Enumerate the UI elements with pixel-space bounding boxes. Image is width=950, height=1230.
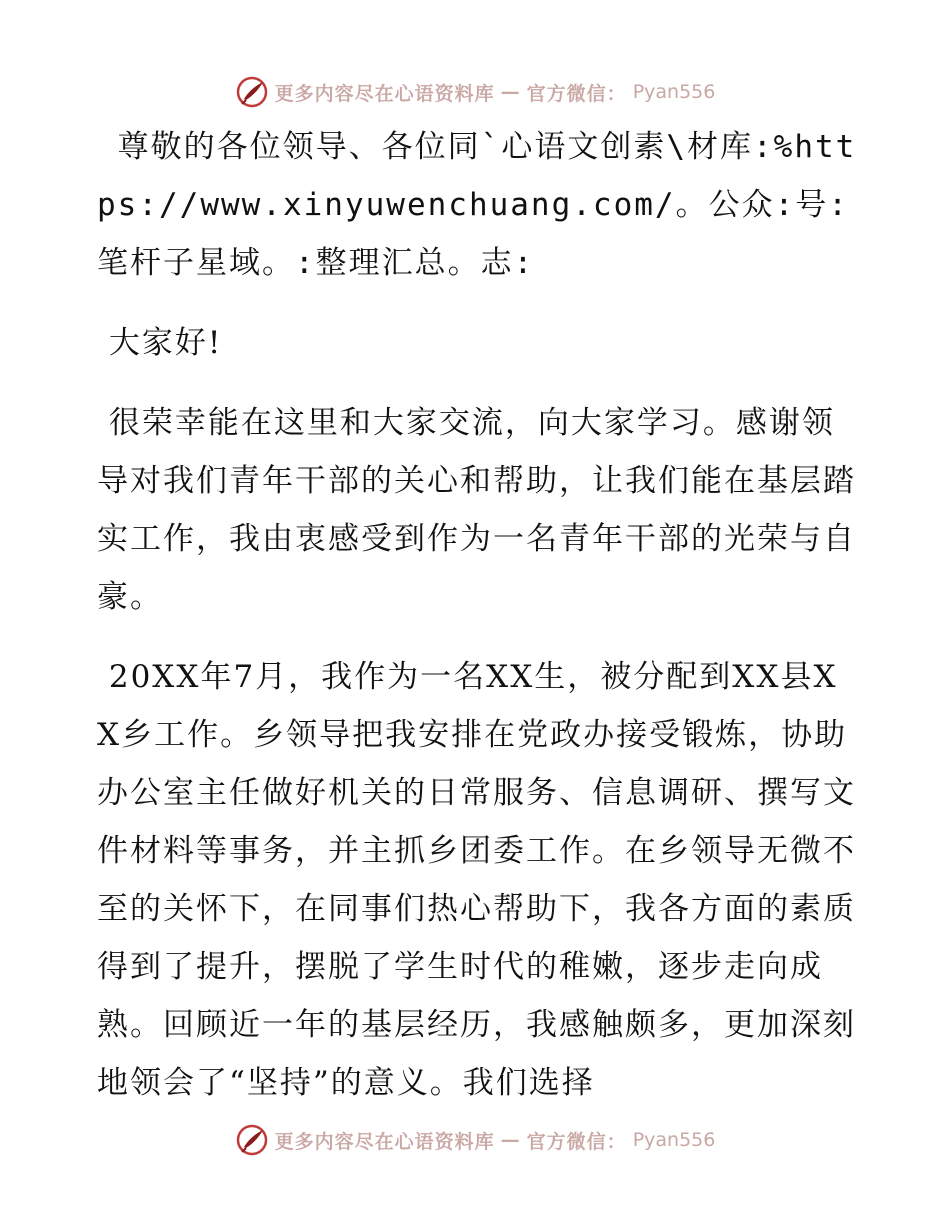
paragraph-experience: 20XX年7月，我作为一名XX生，被分配到XX县XX乡工作。乡领导把我安排在党政办接受锻炼，协助办公室主任做好机关的日常服务、信息调研、撰写文件材料等事务，并主抓乡团委工作。在乡领导无微不至的关怀下，在同事们热心帮助下，我各方面的素质得到了提升，摆脱了学生时代的稚嫩，逐步走向成熟。回顾近一年的基层经历，我感触颇多，更加深刻地领会了“坚持”的意义。我们选择 bbox=[97, 659, 856, 1101]
paragraph-intro: 很荣幸能在这里和大家交流，向大家学习。感谢领导对我们青年干部的关心和帮助，让我们能在基层踏实工作，我由衷感受到作为一名青年干部的光荣与自豪。 bbox=[97, 405, 856, 615]
page-header-watermark bbox=[0, 70, 950, 114]
header-wechat-label: 官方微信： bbox=[526, 82, 627, 105]
footer-brand-text: 更多内容尽在心语资料库 bbox=[274, 1130, 495, 1153]
header-separator: — bbox=[500, 81, 521, 103]
paragraph-salutation: 尊敬的各位领导、各位同`心语文创素\材库:%https://www.xinyuwenchuang.com/。公众:号:笔杆子星域。:整理汇总。志: bbox=[97, 129, 857, 281]
header-wechat-id: Pyan556 bbox=[632, 81, 716, 103]
quill-logo-icon bbox=[235, 75, 269, 109]
quill-logo-icon bbox=[235, 1123, 269, 1157]
paragraph-greeting: 大家好! bbox=[97, 325, 223, 361]
header-brand-text: 更多内容尽在心语资料库 bbox=[274, 82, 495, 105]
document-body bbox=[97, 118, 857, 1134]
footer-wechat-id: Pyan556 bbox=[632, 1129, 716, 1151]
footer-separator: — bbox=[500, 1129, 521, 1151]
page-footer-watermark bbox=[0, 1118, 950, 1162]
footer-wechat-label: 官方微信： bbox=[526, 1130, 627, 1153]
